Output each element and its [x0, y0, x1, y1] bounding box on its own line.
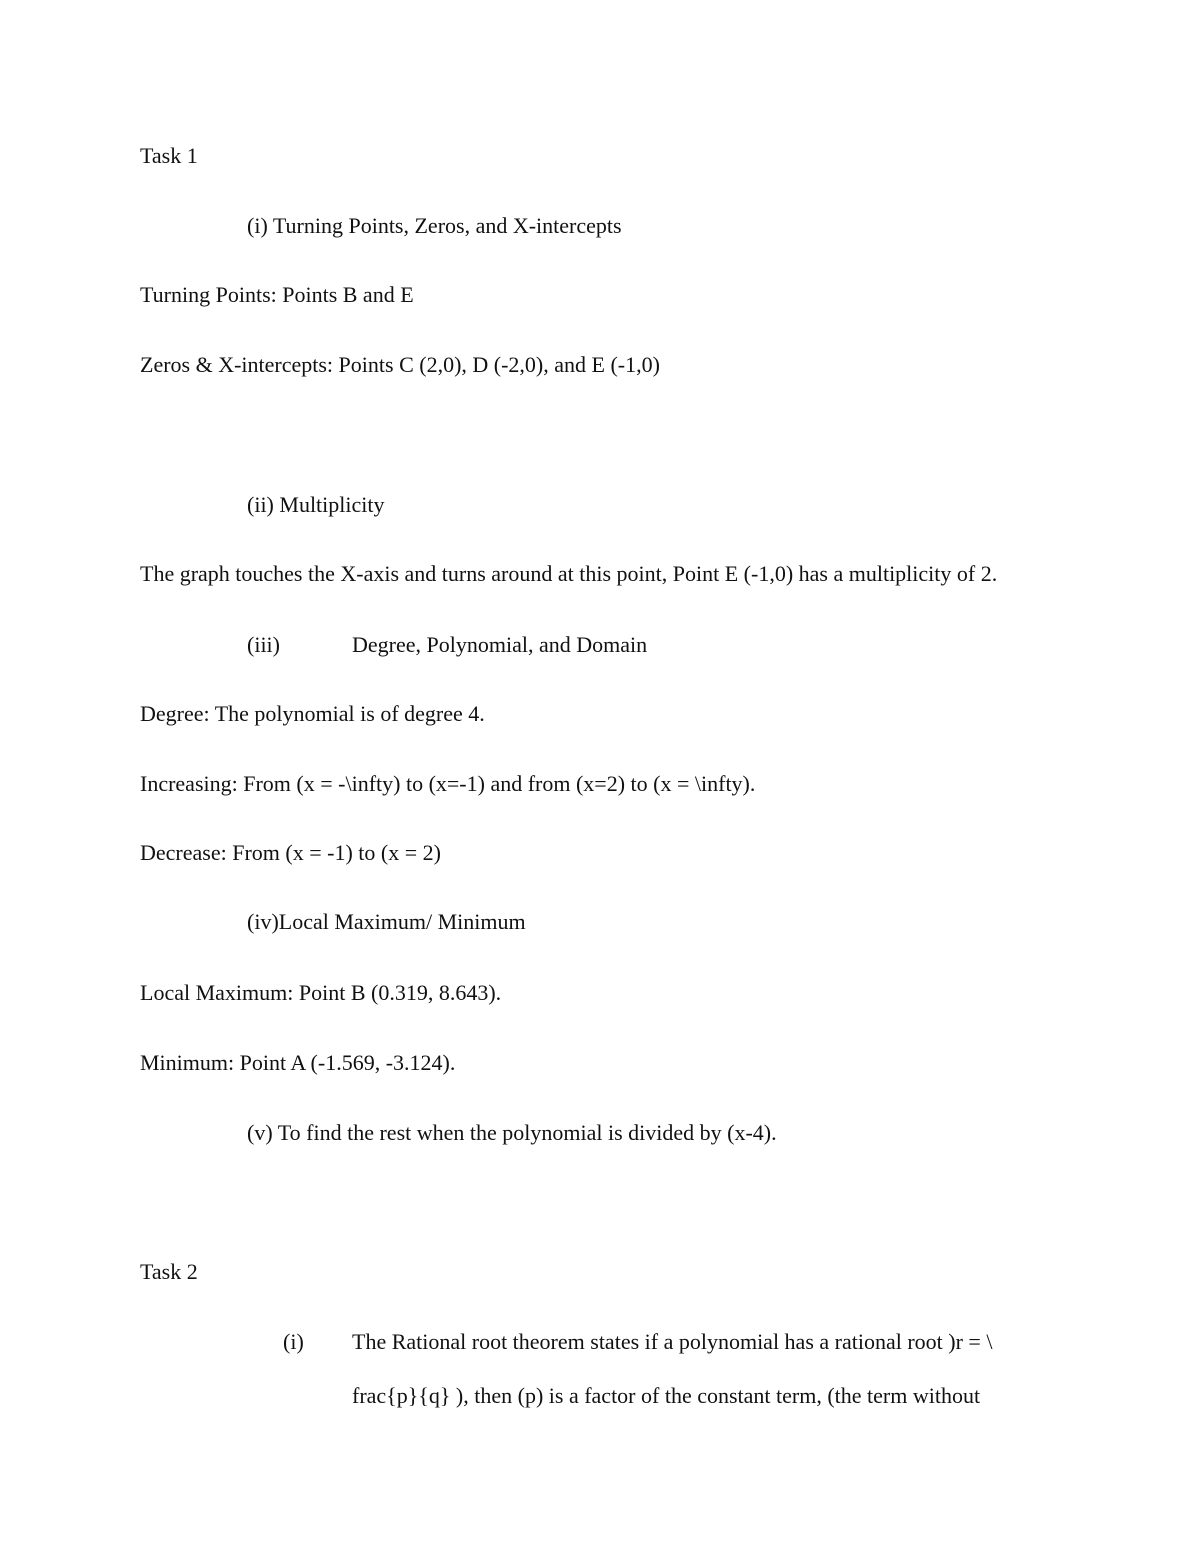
task1-section-ii-heading: (ii) Multiplicity: [247, 492, 385, 517]
task1-section-i-heading: (i) Turning Points, Zeros, and X-intercepts: [247, 213, 622, 238]
task1-section-v-heading: (v) To find the rest when the polynomial is divided by (x-4).: [247, 1120, 777, 1145]
turning-points-text: Turning Points: Points B and E: [140, 282, 414, 307]
task1-title: Task 1: [140, 143, 198, 168]
zeros-text: Zeros & X-intercepts: Points C (2,0), D (-2,0), and E (-1,0): [140, 352, 660, 377]
task2-item-i-number: (i): [283, 1329, 304, 1354]
multiplicity-text: The graph touches the X-axis and turns around at this point, Point E (-1,0) has a multiplicity of 2.: [140, 561, 998, 586]
increasing-text: Increasing: From (x = -\infty) to (x=-1) and from (x=2) to (x = \infty).: [140, 771, 756, 796]
decrease-text: Decrease: From (x = -1) to (x = 2): [140, 840, 441, 865]
degree-text: Degree: The polynomial is of degree 4.: [140, 701, 485, 726]
task1-section-iii-heading: Degree, Polynomial, and Domain: [352, 632, 648, 657]
minimum-text: Minimum: Point A (-1.569, -3.124).: [140, 1050, 456, 1075]
task1-section-iii-number: (iii): [247, 632, 280, 657]
local-maximum-text: Local Maximum: Point B (0.319, 8.643).: [140, 980, 502, 1005]
task2-item-i-line2: frac{p}{q} ), then (p) is a factor of the constant term, (the term without: [352, 1383, 981, 1408]
task2-title: Task 2: [140, 1259, 198, 1284]
task2-item-i-line1: The Rational root theorem states if a polynomial has a rational root )r = \: [352, 1329, 993, 1354]
task1-section-iv-heading: (iv)Local Maximum/ Minimum: [247, 909, 526, 934]
